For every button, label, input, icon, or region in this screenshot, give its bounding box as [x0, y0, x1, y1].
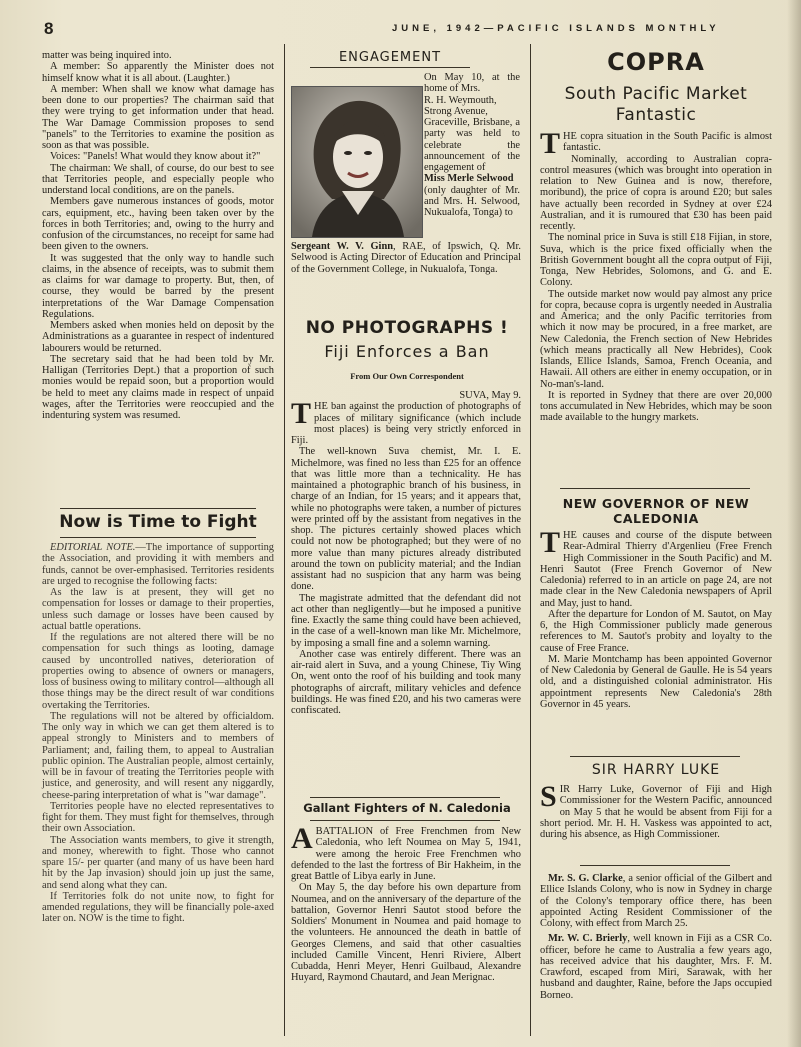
- first-paragraph: IR Harry Luke, Governor of Fiji and High Commissioner for the Western Pacific, announced on May 5 that he would be absent from Fiji for a short period. Mr. H. H. Vaskess was appointed to act, during his absence, as High Commissioner.: [540, 784, 772, 840]
- article-paragraph: The well-known Suva chemist, Mr. I. E. Michelmore, was fined no less than £25 for an offence that was little more than a technicality. He has maintained a photographic branch of his business, in charge of an Indian, for 15 years; and it appears that, while no photographs were taken, a number of pictures were printed off by the assistant from negatives in the shop. The pictures certainly showed places which could not now be photographed; but they were of no more value than many pictures already distributed around the town on publicity material; and the Indian assistant had no suspicion that any harm was being done.: [291, 446, 521, 593]
- engagement-rest: , RAE, of Ipswich, Q. Mr. Selwood is Acting Director of Education and Principal of the Government College, in Nukualofa, Tonga.: [291, 241, 521, 275]
- first-paragraph: HE causes and course of the dispute between Rear-Admiral Thierry d'Argenlieu (Free French High Commissioner in the South Pacific) and M. Henri Sautot (Free French Governor of New Caledonia) referred to in an article on page 24, are not made clear in the New Caledonia newspapers of April and May, just to hand.: [540, 530, 772, 609]
- gallant-article: [291, 822, 521, 984]
- editorial-paragraph: Territories people have no elected representatives to fight for them. They must fight for themselves, through their own Association.: [42, 800, 274, 835]
- drop-cap: S: [540, 780, 557, 813]
- column-rule-left: [284, 44, 285, 1036]
- editorial-paragraph: If the regulations are not altered there will be no compensation for such things as looting, damage caused by uncontrolled natives, deterioration of properties owing to absence of owners or managers, loss of business owing to military control—although all those things may be the direct result of war conditions overtaking the Territories.: [42, 632, 274, 711]
- article-paragraph: Voices: "Panels! What would they know about it?": [50, 151, 261, 163]
- editorial-paragraph: If Territories folk do not unite now, to fight for amended regulations, they will be financially pole-axed later on. NOW is the time to fight.: [42, 890, 274, 925]
- fiance-name: Sergeant W. V. Ginn: [291, 241, 394, 252]
- note-text: , well known in Fiji as a CSR Co. officer, before he came to Australia a few years ago, has received advice that his daughter, Mrs. F. M. Crawford, escaped from Miri, Sarawak, with her husband and daughter, Raine, before the Japs occupied Borneo.: [540, 933, 772, 1001]
- article-paragraph: Another case was entirely different. There was an air-raid alert in Suva, and a young Chinese, Tiy Wing On, went onto the roof of his building and took many photographs of aircraft, military vehicles and defence buildings. He was fined £20, and his two cameras were confiscated.: [291, 648, 521, 716]
- section-rule: [60, 537, 256, 538]
- section-rule: [310, 820, 500, 821]
- drop-cap: T: [540, 526, 561, 559]
- copra-subtitle-line-2: Fantastic: [615, 105, 697, 125]
- section-rule: [60, 508, 256, 509]
- engagement-line: R. H. Weymouth,: [424, 94, 497, 106]
- first-paragraph: HE copra situation in the South Pacific is almost fantastic.: [563, 131, 772, 154]
- article-paragraph: It is reported in Sydney that there are over 20,000 tons accumulated in New Hebrides, which may be soon made available to the hungry markets.: [540, 389, 772, 424]
- article-paragraph: A member: So apparently the Minister does not himself know what it is all about. (Laughter.): [42, 61, 274, 84]
- copra-subtitle-line-1: South Pacific Market: [564, 84, 748, 104]
- note-text: , a senior official of the Gilbert and Ellice Islands Colony, who is now in Sydney in charge of the Colony's temporary office there, has been appointed Acting Resident Commissioner of the Colony, with effect from March 25.: [540, 873, 772, 929]
- note-paragraph: [540, 873, 772, 929]
- page-edge-shadow: [787, 0, 801, 1047]
- photographs-subtitle: Fiji Enforces a Ban: [324, 342, 490, 361]
- first-paragraph: HE ban against the production of photographs of places of military significance (which include most places) is being very strictly enforced in Fiji.: [291, 401, 521, 446]
- engaged-name: [424, 173, 520, 184]
- article-paragraph: The outside market now would pay almost any price for copra, because copra is urgently needed in Australia and America; and the only Pacific territories from which it now may be procured, in a free market, are New Caledonia, the French section of New Hebrides (which means practically all New Hebrides), Cook Islands, Ellice Islands, Samoa, French Oceania, and Hawaii. All others are either in enemy occupation, or in No-man's-land.: [540, 288, 772, 390]
- section-rule: [310, 67, 470, 68]
- first-paragraph: BATTALION of Free Frenchmen from New Caledonia, who left Noumea on May 5, 1941, were among the heroic Free Frenchmen who defended to the last the fortress of Bir Hakheim, in the great Battle of Libya early in June.: [291, 826, 521, 882]
- engagement-title: ENGAGEMENT: [338, 50, 442, 65]
- article-paragraph: The secretary said that he had been told by Mr. Halligan (Territories Dept.) that a proportion of such monies would be repaid soon, but a proportion would be held to meet any claims made in respect of unpaid wages, after the Territories were reoccupied and the indenturing system was resumed.: [42, 353, 274, 421]
- article-paragraph: Members gave numerous instances of goods, motor cars, equipment, etc., having been taken over by the forces in both Territories; and, owing to the hurry and confusion of the circumstances, no receipt for same had been given to the owners.: [42, 196, 274, 253]
- editorial-note: [42, 542, 274, 925]
- gallant-title: Gallant Fighters of N. Caledonia: [303, 801, 511, 815]
- personal-notes: [540, 873, 772, 1001]
- note-name: Mr. S. G. Clarke: [548, 873, 623, 884]
- article-paragraph: After the departure for London of M. Sautot, on May 6, the High Commissioner publicly made generous references to M. Sautot's probity and loyalty to the cause of Free France.: [540, 608, 772, 654]
- section-rule: [310, 797, 500, 798]
- copra-subtitle: [538, 84, 774, 126]
- byline: From Our Own Correspondent: [350, 371, 464, 381]
- article-paragraph: matter was being inquired into.: [42, 50, 172, 61]
- photographs-article: [291, 390, 521, 716]
- engagement-after-name: (only daughter of Mr. and Mrs. H. Selwood, Nukualofa, Tonga) to: [424, 184, 520, 218]
- drop-cap: T: [540, 127, 561, 160]
- copra-article: [540, 127, 772, 424]
- article-paragraph: Members asked when monies held on deposit by the Administrations as a guarantee in respect of indentured labourers would be returned.: [42, 320, 274, 354]
- section-rule: [560, 488, 750, 489]
- photographs-title: NO PHOTOGRAPHS !: [305, 318, 509, 338]
- note-paragraph: [540, 933, 772, 1001]
- editorial-paragraph: As the law is at present, they will get no compensation for losses or damage to their properties, unless such damage or losses have been caused by actual battle operations.: [42, 587, 274, 632]
- section-rule: [570, 756, 740, 757]
- left-column: [42, 50, 274, 421]
- editorial-paragraph: The regulations will not be altered by officialdom. The only way in which we can get them altered is to appeal strongly to Ministers and to members of Parliament; and, failing them, to appeal to Australian public opinion. The Australian people, almost certainly, will be in favour of treating the Territories people with justice, and generosity, and will resent any niggardly, cheese-paring interpretation of what is "war damage".: [42, 710, 274, 801]
- engagement-continued: [291, 241, 521, 275]
- governor-title-line-2: CALEDONIA: [613, 511, 699, 526]
- editorial-paragraph: The Association wants members, to give it strength, and money, wherewith to fight. Those who cannot spare 15/- per quarter (and many of us have been hard hit by the Jap invasion) should join up just the same, and send along what they can.: [42, 834, 274, 891]
- drop-cap: A: [291, 822, 313, 855]
- engaged-name-1: Miss Merle: [424, 173, 474, 185]
- drop-cap: T: [291, 397, 312, 431]
- article-paragraph: Nominally, according to Australian copra-control measures (which was brought into operation in relation to New Guinea and is now, therefore, moribund), the price of copra is around £20; but sales have actually been recorded in Sydney at over £24 Australian, and it is rumoured that £30 has been paid recently.: [540, 153, 772, 232]
- article-paragraph: A member: When shall we know what damage has been done to our properties? The chairman said that they were trying to get information under that head. The War Damage Commission proposes to send "panels" to the Territories to examine the position as soon as that was possible.: [42, 83, 274, 151]
- engagement-line: On May 10, at the home of Mrs.: [424, 72, 520, 95]
- note-name: Mr. W. C. Brierly: [548, 933, 628, 945]
- governor-title-line-1: NEW GOVERNOR OF NEW: [562, 496, 750, 511]
- engagement-line: Graceville, Brisbane, a party was held to celebrate the announcement of the engagement of: [424, 117, 520, 173]
- page-number: 8: [44, 19, 54, 38]
- column-rule-right: [530, 44, 531, 1036]
- portrait-image: [292, 87, 422, 237]
- governor-article: [540, 526, 772, 710]
- editorial-lead: EDITORIAL NOTE.: [50, 542, 136, 553]
- article-paragraph: It was suggested that the only way to handle such claims, in the absence of receipts, was to submit them as claims for war damage to property. But, then, of course, they would be barred by the present interpretations of the War Damage Compensation Regulations.: [42, 252, 274, 320]
- copra-title: COPRA: [607, 48, 705, 76]
- engagement-line: Strong Avenue,: [424, 105, 488, 117]
- luke-article: [540, 780, 772, 840]
- article-paragraph: The magistrate admitted that the defendant did not act other than negligently—but he imposed a punitive fine. Exactly the same thing could have been achieved, in the case of a well-known man like Mr. Michelmore, by imposing a small fine and a solemn warning.: [291, 592, 521, 649]
- luke-title: SIR HARRY LUKE: [591, 762, 721, 778]
- masthead: JUNE, 1942—PACIFIC ISLANDS MONTHLY: [392, 23, 720, 34]
- engaged-name-2: Selwood: [476, 173, 514, 185]
- section-title-fight: Now is Time to Fight: [59, 512, 257, 532]
- article-paragraph: On May 5, the day before his own departure from Noumea, and on the anniversary of the departure of the battalion, Governor Henri Sautot stood before the Soldiers' Monument in Noumea and paid homage to the volunteers. He announced the death in battle of Georges Clemens, and said that other casualties included Camille Vincent, Henri Riviere, Albert Cubadda, Henri Meyer, Henri Guilbaud, Alexandre Huyard, Raymond Chautard, and Jean Merignac.: [291, 882, 521, 984]
- article-paragraph: M. Marie Montchamp has been appointed Governor of New Caledonia by General de Gaulle. He is 54 years old, and a distinguished colonial administrator. His appointment represents New Caledonia's 28th Governor in 45 years.: [540, 653, 772, 710]
- portrait-photo: [291, 86, 423, 238]
- editorial-first: —The importance of supporting the Association, and providing it with members and funds, cannot be over-emphasised. Territories residents are urged to recognise the following facts:: [42, 542, 275, 587]
- governor-title: [538, 496, 774, 526]
- article-paragraph: The chairman: We shall, of course, do our best to see that Territories people, and especially people who understand local conditions, are on the panels.: [42, 162, 274, 196]
- article-paragraph: The nominal price in Suva is still £18 Fijian, in store, Suva, which is the price fixed officially when the British Government bought all the copra output of Fiji, Tonga, New Hebrides, Solomons, and G. and E. Colony.: [540, 232, 772, 289]
- dateline: SUVA, May 9.: [459, 390, 521, 401]
- section-rule: [580, 865, 730, 866]
- engagement-beside-photo: [424, 72, 520, 218]
